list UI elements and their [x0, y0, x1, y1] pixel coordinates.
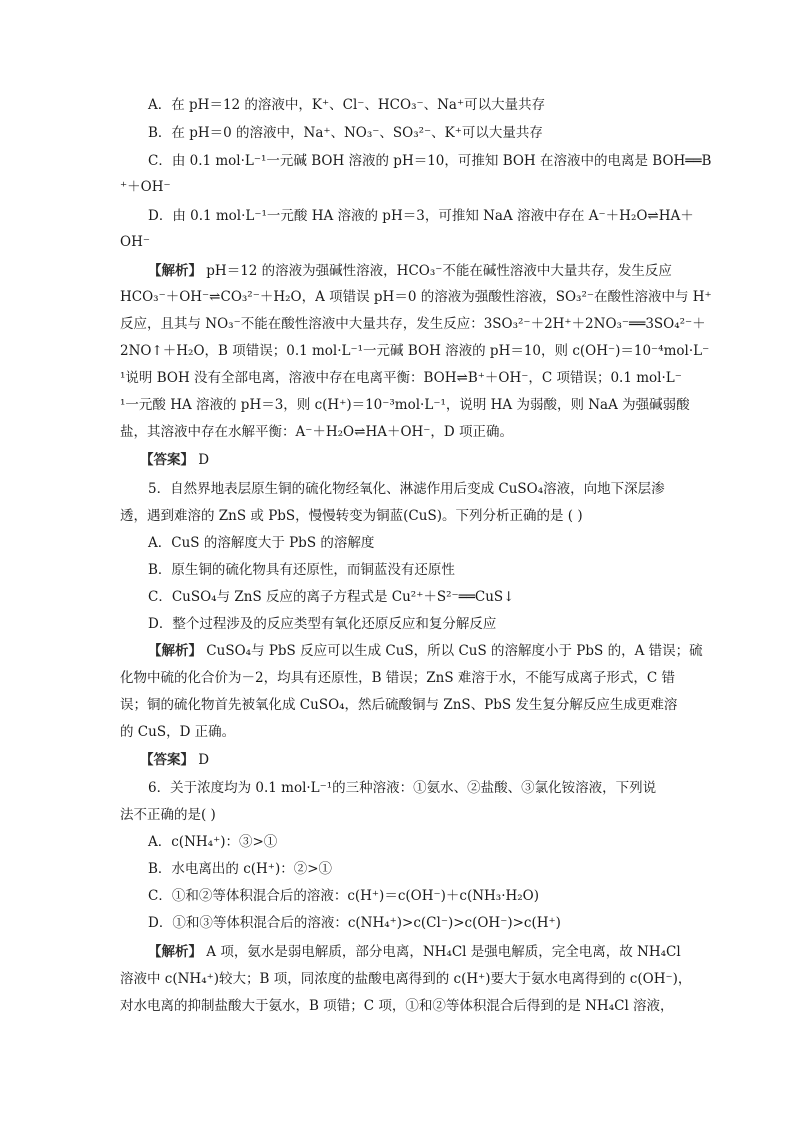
analysis-label: 【解析】 — [148, 944, 202, 960]
analysis-4-line: 2NO↑＋H₂O，B 项错误；0.1 mol·L⁻¹一元碱 BOH 溶液的 pH＝10，则 c(OH⁻)＝10⁻⁴mol·L⁻ — [120, 343, 710, 359]
analysis-text: CuSO₄与 PbS 反应可以生成 CuS，所以 CuS 的溶解度小于 PbS 的，A 错误；硫 — [202, 643, 703, 659]
option-4c-continued: ⁺＋OH⁻ — [120, 179, 171, 195]
analysis-5-line: 的 CuS，D 正确。 — [120, 724, 236, 740]
answer-5 — [140, 750, 209, 770]
question-6-continued: 法不正确的是( ) — [120, 807, 216, 823]
option-6d: D．①和③等体积混合后的溶液：c(NH₄⁺)>c(Cl⁻)>c(OH⁻)>c(H⁺) — [148, 915, 561, 931]
option-4a: A．在 pH＝12 的溶液中，K⁺、Cl⁻、HCO₃⁻、Na⁺可以大量共存 — [148, 97, 546, 113]
analysis-label: 【解析】 — [148, 643, 202, 659]
question-5: 5．自然界地表层原生铜的硫化物经氧化、淋滤作用后变成 CuSO₄溶液，向地下深层渗 — [148, 481, 665, 497]
answer-label: 【答案】 — [140, 752, 194, 768]
option-6c: C．①和②等体积混合后的溶液：c(H⁺)＝c(OH⁻)＋c(NH₃·H₂O) — [148, 888, 540, 904]
option-5a: A．CuS 的溶解度大于 PbS 的溶解度 — [148, 535, 375, 551]
analysis-4-line: HCO₃⁻＋OH⁻⇌CO₃²⁻＋H₂O，A 项错误 pH＝0 的溶液为强酸性溶液，SO₃²⁻在酸性溶液中与 H⁺ — [120, 289, 712, 305]
option-6a: A．c(NH₄⁺)：③>① — [148, 834, 278, 850]
option-4c: C．由 0.1 mol·L⁻¹一元碱 BOH 溶液的 pH＝10，可推知 BOH 在溶液中的电离是 BOH══B — [148, 153, 712, 169]
analysis-4-line: 反应，且其与 NO₃⁻不能在酸性溶液中大量共存，发生反应：3SO₃²⁻＋2H⁺＋2NO₃⁻══3SO₄²⁻＋ — [120, 316, 706, 332]
option-5b: B．原生铜的硫化物具有还原性，而铜蓝没有还原性 — [148, 562, 455, 578]
analysis-text: pH＝12 的溶液为强碱性溶液，HCO₃⁻不能在碱性溶液中大量共存，发生反应 — [202, 263, 672, 279]
analysis-5-line: 误；铜的硫化物首先被氧化成 CuSO₄，然后硫酸铜与 ZnS、PbS 发生复分解反应生成更难溶 — [120, 697, 678, 713]
analysis-5-line: 化物中硫的化合价为－2，均具有还原性，B 错误；ZnS 难溶于水，不能写成离子形式，C 错 — [120, 670, 676, 686]
analysis-4-line: ¹一元酸 HA 溶液的 pH＝3，则 c(H⁺)＝10⁻³mol·L⁻¹，说明 HA 为弱酸，则 NaA 为强碱弱酸 — [120, 397, 690, 413]
option-4b: B．在 pH＝0 的溶液中，Na⁺、NO₃⁻、SO₃²⁻、K⁺可以大量共存 — [148, 125, 543, 141]
option-4d: D．由 0.1 mol·L⁻¹一元酸 HA 溶液的 pH＝3，可推知 NaA 溶液中存在 A⁻＋H₂O⇌HA＋ — [148, 208, 694, 224]
answer-label: 【答案】 — [140, 452, 194, 468]
analysis-4-line: 盐，其溶液中存在水解平衡：A⁻＋H₂O⇌HA＋OH⁻，D 项正确。 — [120, 424, 514, 440]
analysis-4-line: ¹说明 BOH 没有全部电离，溶液中存在电离平衡：BOH⇌B⁺＋OH⁻，C 项错误；0.1 mol·L⁻ — [120, 370, 682, 386]
question-5-continued: 透，遇到难溶的 ZnS 或 PbS，慢慢转变为铜蓝(CuS)。下列分析正确的是 ( ) — [120, 508, 583, 524]
option-5d: D．整个过程涉及的反应类型有氧化还原反应和复分解反应 — [148, 616, 497, 632]
analysis-5 — [148, 641, 703, 661]
option-6b: B．水电离出的 c(H⁺)：②>① — [148, 861, 333, 877]
option-4d-continued: OH⁻ — [120, 234, 150, 250]
answer-4 — [140, 450, 209, 470]
answer-value: D — [194, 452, 210, 468]
analysis-6 — [148, 942, 681, 962]
answer-value: D — [194, 752, 210, 768]
analysis-6-line: 溶液中 c(NH₄⁺)较大；B 项，同浓度的盐酸电离得到的 c(H⁺)要大于氨水电离得到的 c(OH⁻)， — [120, 971, 692, 987]
analysis-text: A 项，氨水是弱电解质，部分电离，NH₄Cl 是强电解质，完全电离，故 NH₄Cl — [202, 944, 681, 960]
analysis-4 — [148, 261, 672, 281]
question-6: 6．关于浓度均为 0.1 mol·L⁻¹的三种溶液：①氨水、②盐酸、③氯化铵溶液，下列说 — [148, 780, 657, 796]
option-5c: C．CuSO₄与 ZnS 反应的离子方程式是 Cu²⁺＋S²⁻══CuS↓ — [148, 589, 515, 605]
analysis-6-line: 对水电离的抑制盐酸大于氨水，B 项错；C 项，①和②等体积混合后得到的是 NH₄Cl 溶液， — [120, 998, 674, 1014]
analysis-label: 【解析】 — [148, 263, 202, 279]
